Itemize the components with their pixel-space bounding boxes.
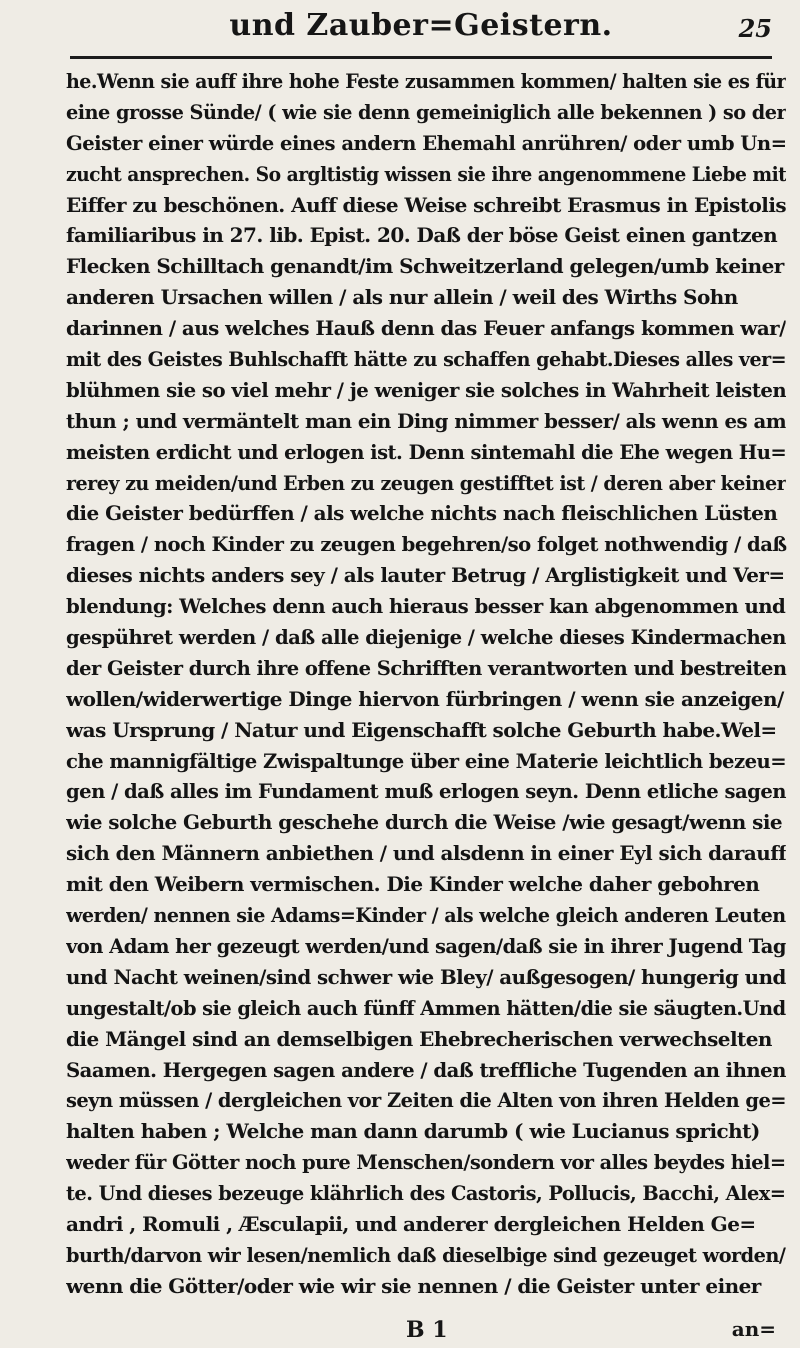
page-header [70,6,772,66]
text-line: Flecken Schilltach genandt/im Schweitzerland gelegen/umb keiner [66,254,784,279]
text-line: mit des Geistes Buhlschafft hätte zu schaffen gehabt.Dieses alles ver= [66,347,787,372]
text-line: he.Wenn sie auff ihre hohe Feste zusammen kommen/ halten sie es für [66,69,786,93]
text-line: weder für Götter noch pure Menschen/sondern vor alles beydes hiel= [66,1150,786,1175]
text-line: wie solche Geburth geschehe durch die Weise /wie gesagt/wenn sie [66,810,783,835]
text-line: fragen / noch Kinder zu zeugen begehren/so folget nothwendig / daß [66,532,787,557]
text-line: ungestalt/ob sie gleich auch fünff Ammen hätten/die sie säugten.Und [66,995,786,1020]
signature-mark: B 1 [406,1317,448,1343]
text-line: der Geister durch ihre offene Schrifften verantworten und bestreiten [66,655,787,680]
text-line: gen / daß alles im Fundament muß erlogen seyn. Denn etliche sagen [66,779,786,804]
text-line: andri , Romuli , Æsculapii, und anderer dergleichen Helden Ge= [66,1211,756,1236]
text-line: was Ursprung / Natur und Eigenschafft solche Geburth habe.Wel= [66,717,777,742]
page-number: 25 [738,14,772,43]
text-line: rerey zu meiden/und Erben zu zeugen gestifftet ist / deren aber keiner [66,470,786,495]
text-line: meisten erdicht und erlogen ist. Denn sintemahl die Ehe wegen Hu= [66,439,786,464]
text-line: eine grosse Sünde/ ( wie sie denn gemeiniglich alle bekennen ) so der [66,99,786,124]
text-line: und Nacht weinen/sind schwer wie Bley/ außgesogen/ hungerig und [66,964,786,989]
text-line: Geister einer würde eines andern Ehemahl anrühren/ oder umb Un= [66,130,787,155]
text-line: von Adam her gezeugt werden/und sagen/daß sie in ihrer Jugend Tag [66,933,786,958]
text-line: zucht ansprechen. So argltistig wissen sie ihre angenommene Liebe mit [66,161,786,186]
text-line: anderen Ursachen willen / als nur allein / weil des Wirths Sohn [66,285,738,310]
text-line: wenn die Götter/oder wie wir sie nennen / die Geister unter einer [66,1273,761,1298]
text-line: die Geister bedürffen / als welche nichts nach fleischlichen Lüsten [66,501,778,526]
text-line: burth/darvon wir lesen/nemlich daß dieselbige sind gezeuget worden/ [66,1242,786,1267]
text-line: Eiffer zu beschönen. Auff diese Weise schreibt Erasmus in Epistolis [66,192,787,217]
page-footer [66,1317,786,1345]
text-line: thun ; und vermäntelt man ein Ding nimmer besser/ als wenn es am [66,408,786,433]
running-title: und Zauber=Geistern. [229,8,613,43]
text-line: darinnen / aus welches Hauß denn das Feuer anfangs kommen war/ [66,316,786,341]
text-line: te. Und dieses bezeuge klährlich des Castoris, Pollucis, Bacchi, Alex= [66,1181,786,1206]
text-line: blühmen sie so viel mehr / je weniger sie solches in Wahrheit leisten [66,377,787,402]
header-rule [70,56,772,59]
text-line: wollen/widerwertige Dinge hiervon fürbringen / wenn sie anzeigen/ [66,686,784,711]
text-line: werden/ nennen sie Adams=Kinder / als welche gleich anderen Leuten [66,903,786,928]
text-line: halten haben ; Welche man dann darumb ( wie Lucianus spricht) [66,1119,760,1144]
body-text [66,66,786,1302]
text-line: seyn müssen / dergleichen vor Zeiten die Alten von ihren Helden ge= [66,1088,787,1113]
text-line: familiaribus in 27. lib. Epist. 20. Daß der böse Geist einen gantzen [66,223,778,248]
text-line: Saamen. Hergegen sagen andere / daß treffliche Tugenden an ihnen [66,1057,786,1082]
catchword: an= [731,1317,776,1341]
text-line: blendung: Welches denn auch hieraus besser kan abgenommen und [66,594,786,619]
text-line: mit den Weibern vermischen. Die Kinder welche daher gebohren [66,872,760,897]
text-line: che mannigfältige Zwispaltunge über eine Materie leichtlich bezeu= [66,748,787,773]
text-line: sich den Männern anbiethen / und alsdenn in einer Eyl sich darauff [66,841,786,866]
text-line: dieses nichts anders sey / als lauter Betrug / Arglistigkeit und Ver= [66,563,785,588]
text-line: die Mängel sind an demselbigen Ehebrecherischen verwechselten [66,1026,772,1051]
text-line: gespühret werden / daß alle diejenige / welche dieses Kindermachen [66,625,786,650]
